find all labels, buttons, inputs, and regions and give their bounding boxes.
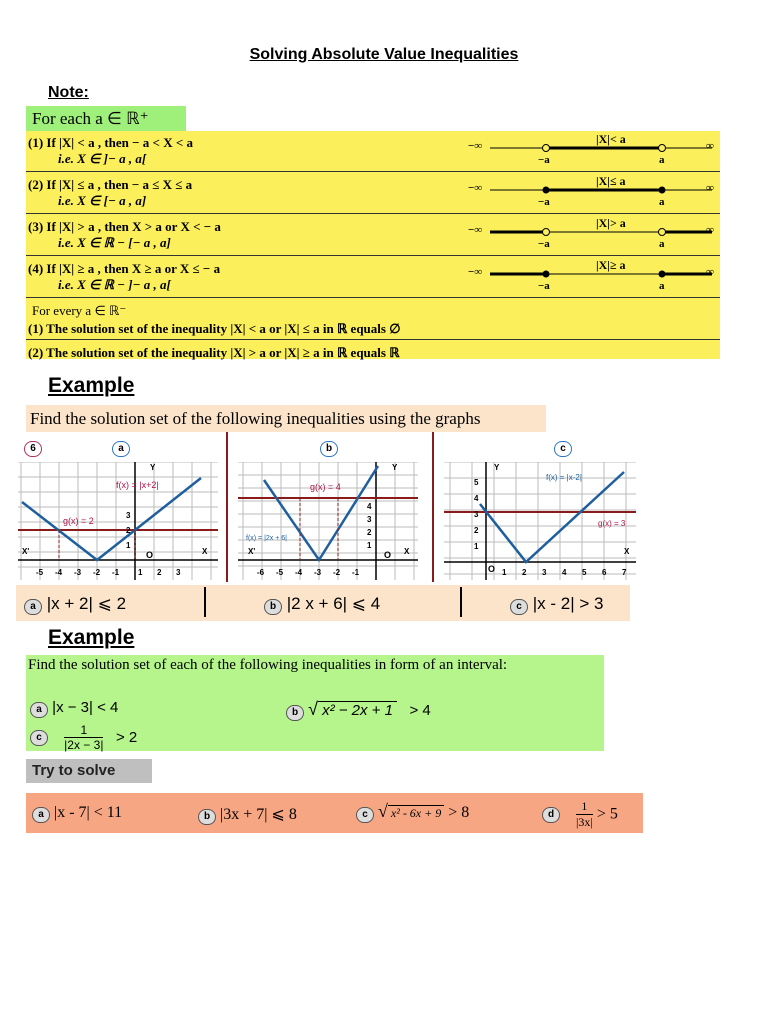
rule-2-line2: i.e. X ∈ [− a , a] <box>58 193 147 208</box>
axis-x-a: X <box>202 547 208 556</box>
rule-3-label: |X|> a <box>596 216 626 230</box>
note-heading: Note: <box>48 84 89 101</box>
svg-text:4: 4 <box>367 502 372 511</box>
rule-4-line2: i.e. X ∈ ℝ − ]− a , a[ <box>58 277 171 292</box>
graph-a <box>18 462 218 580</box>
svg-text:1: 1 <box>502 568 507 577</box>
for-every-intro: For every a ∈ ℝ⁻ <box>32 303 127 318</box>
g-label-b: g(x) = 4 <box>310 482 341 492</box>
axis-y-c: Y <box>494 463 500 472</box>
ineq-a: a |x + 2| ⩽ 2 <box>24 594 126 615</box>
axis-xneg-a: X' <box>22 547 30 556</box>
svg-text:7: 7 <box>622 568 627 577</box>
neg-a-label: −a <box>538 238 550 250</box>
rule-4-line1: (4) If |X| ≥ a , then X ≥ a or X ≤ − a <box>28 261 221 276</box>
rule-4-label: |X|≥ a <box>596 258 626 272</box>
graph-a-badge: a <box>112 438 130 457</box>
neg-a-label: −a <box>538 196 550 208</box>
graph-c <box>444 462 636 580</box>
axis-xneg-b: X' <box>248 547 256 556</box>
graph-c-badge: c <box>554 438 572 457</box>
try-item-b: b |3x + 7| ⩽ 8 <box>198 804 297 825</box>
neg-inf-label: −∞ <box>468 224 483 236</box>
rule-1 <box>26 131 720 172</box>
ineq-b: b |2 x + 6| ⩽ 4 <box>264 594 380 615</box>
a-label: a <box>659 196 665 208</box>
f-label-c: f(x) = |x-2| <box>546 473 582 482</box>
svg-text:4: 4 <box>474 494 479 503</box>
svg-text:-6: -6 <box>257 568 265 577</box>
rule-1-label: |X|< a <box>596 132 626 146</box>
try-item-c: c √ x² - 6x + 9 > 8 <box>356 801 469 823</box>
pos-inf-label: ∞ <box>706 266 714 278</box>
svg-text:-3: -3 <box>314 568 322 577</box>
svg-text:6: 6 <box>602 568 607 577</box>
number-line-2 <box>466 173 720 213</box>
pos-inf-label: ∞ <box>706 140 714 152</box>
svg-text:1: 1 <box>126 541 131 550</box>
svg-text:3: 3 <box>126 511 131 520</box>
graph-b-badge: b <box>320 438 338 457</box>
svg-text:2: 2 <box>474 526 479 535</box>
svg-text:-5: -5 <box>36 568 44 577</box>
neg-inf-label: −∞ <box>468 266 483 278</box>
svg-text:1: 1 <box>138 568 143 577</box>
rules-intro: For each a ∈ ℝ⁺ <box>26 106 186 131</box>
example-1-inequalities <box>16 585 630 621</box>
rule-4 <box>26 257 720 298</box>
a-label: a <box>659 238 665 250</box>
a-label: a <box>659 280 665 292</box>
try-item-a: a |x - 7| < 11 <box>32 804 122 823</box>
example-2-heading: Example <box>48 626 135 649</box>
svg-text:3: 3 <box>176 568 181 577</box>
try-box <box>26 793 643 833</box>
number-line-4 <box>466 257 720 297</box>
svg-text:2: 2 <box>522 568 527 577</box>
rule-2-label: |X|≤ a <box>596 174 626 188</box>
svg-text:1: 1 <box>367 541 372 550</box>
f-label-a: f(x) = |x+2| <box>116 480 159 490</box>
rule-3 <box>26 215 720 256</box>
neg-inf-label: −∞ <box>468 140 483 152</box>
svg-text:5: 5 <box>474 478 479 487</box>
svg-text:-4: -4 <box>295 568 303 577</box>
graph-b <box>238 462 418 580</box>
svg-text:3: 3 <box>474 510 479 519</box>
neg-a-label: −a <box>538 154 550 166</box>
neg-inf-label: −∞ <box>468 182 483 194</box>
empty-rule-1: (1) The solution set of the inequality |X| < a or |X| ≤ a in ℝ equals ∅ <box>28 321 401 336</box>
g-label-c: g(x) = 3 <box>598 519 626 528</box>
ex2-item-c: c $\frac{1}{|2x - 3|}$ > 2 <box>30 723 137 752</box>
axis-x-c: X <box>624 547 630 556</box>
pos-inf-label: ∞ <box>706 182 714 194</box>
rule-2 <box>26 173 720 214</box>
svg-text:-2: -2 <box>93 568 101 577</box>
svg-text:3: 3 <box>367 515 372 524</box>
svg-text:4: 4 <box>562 568 567 577</box>
number-line-3 <box>466 215 720 255</box>
try-item-d: d $\frac{1}{|3x|}$ > 5 <box>542 799 618 830</box>
divider <box>226 432 228 582</box>
origin-a: O <box>146 550 154 560</box>
svg-text:-1: -1 <box>352 568 360 577</box>
f-label-b: f(x) = |2x + 6| <box>246 535 287 542</box>
origin-c: O <box>488 564 496 574</box>
svg-text:2: 2 <box>126 526 131 535</box>
svg-text:3: 3 <box>542 568 547 577</box>
example-1-instruction: Find the solution set of the following inequalities using the graphs <box>26 405 546 432</box>
svg-text:-2: -2 <box>333 568 341 577</box>
neg-a-label: −a <box>538 280 550 292</box>
svg-text:-5: -5 <box>276 568 284 577</box>
axis-y-a: Y <box>150 463 156 472</box>
origin-b: O <box>384 550 392 560</box>
svg-text:5: 5 <box>582 568 587 577</box>
axis-x-b: X <box>404 547 410 556</box>
pos-inf-label: ∞ <box>706 224 714 236</box>
ineq-c: c |x - 2| > 3 <box>510 594 603 615</box>
rule-3-line1: (3) If |X| > a , then X > a or X < − a <box>28 219 221 234</box>
axis-y-b: Y <box>392 463 398 472</box>
svg-text:1: 1 <box>474 542 479 551</box>
rule-3-line2: i.e. X ∈ ℝ − [− a , a] <box>58 235 171 250</box>
svg-text:-4: -4 <box>55 568 63 577</box>
try-to-solve-label: Try to solve <box>26 759 152 783</box>
rules-box <box>26 131 720 359</box>
rule-2-line1: (2) If |X| ≤ a , then − a ≤ X ≤ a <box>28 177 193 192</box>
rule-1-line2: i.e. X ∈ ]− a , a[ <box>58 151 147 166</box>
empty-rule-2: (2) The solution set of the inequality |X| > a or |X| ≥ a in ℝ equals ℝ <box>28 345 400 360</box>
rule-1-line1: (1) If |X| < a , then − a < X < a <box>28 135 193 150</box>
page-title: Solving Absolute Value Inequalities <box>249 46 519 63</box>
a-label: a <box>659 154 665 166</box>
example-1-heading: Example <box>48 374 135 397</box>
ex2-item-a: a |x − 3| < 4 <box>30 699 118 718</box>
svg-text:2: 2 <box>157 568 162 577</box>
example-2-box <box>26 655 604 751</box>
number-line-1 <box>466 131 720 171</box>
svg-text:-3: -3 <box>74 568 82 577</box>
ex2-item-b: b √ x² − 2x + 1 > 4 <box>286 699 431 721</box>
divider <box>432 432 434 582</box>
example-2-instruction: Find the solution set of each of the following inequalities in form of an interval: <box>28 657 508 673</box>
svg-text:2: 2 <box>367 528 372 537</box>
svg-text:-1: -1 <box>112 568 120 577</box>
problem-number-badge: 6 <box>24 438 42 457</box>
g-label-a: g(x) = 2 <box>63 516 94 526</box>
